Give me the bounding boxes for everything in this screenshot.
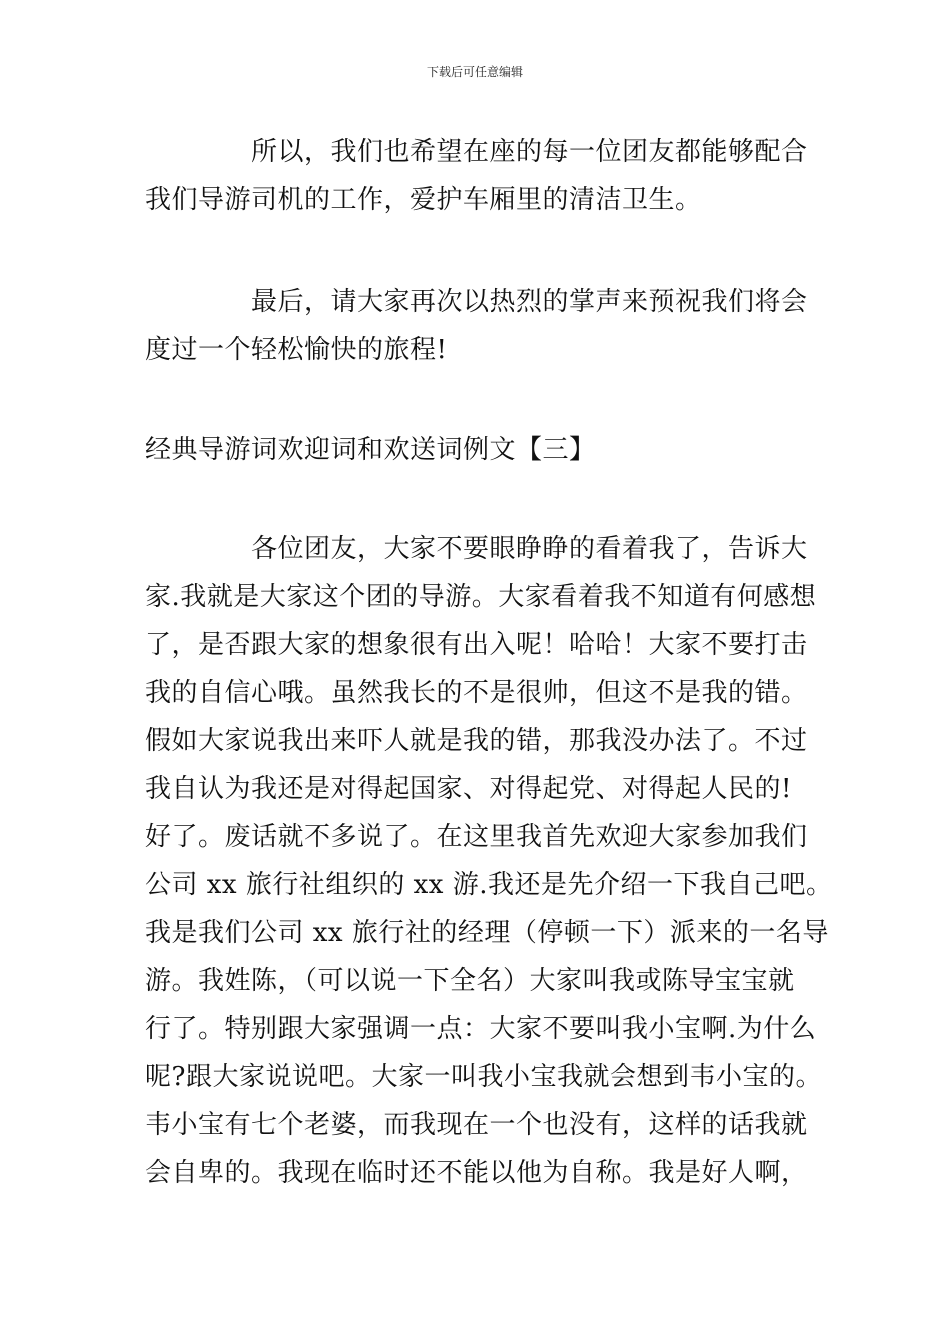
paragraph-line: 度过一个轻松愉快的旅程! bbox=[145, 335, 448, 365]
paragraph-line: 家.我就是大家这个团的导游。大家看着我不知道有何感想 bbox=[145, 582, 817, 612]
paragraph-line: 韦小宝有七个老婆，而我现在一个也没有，这样的话我就 bbox=[145, 1110, 808, 1140]
paragraph-line: 公司 xx 旅行社组织的 xx 游.我还是先介绍一下我自己吧。 bbox=[145, 870, 833, 900]
page-header: 下载后可任意编辑 bbox=[426, 65, 523, 79]
paragraph-line: 假如大家说我出来吓人就是我的错，那我没办法了。不过 bbox=[145, 726, 808, 756]
paragraph-line: 游。我姓陈，（可以说一下全名）大家叫我或陈导宝宝就 bbox=[145, 966, 795, 996]
paragraph-line: 各位团友，大家不要眼睁睁的看着我了，告诉大 bbox=[251, 534, 808, 564]
paragraph-line: 了，是否跟大家的想象很有出入呢！哈哈！大家不要打击 bbox=[145, 630, 808, 660]
paragraph-line: 好了。废话就不多说了。在这里我首先欢迎大家参加我们 bbox=[145, 822, 808, 852]
paragraph-line: 我们导游司机的工作，爱护车厢里的清洁卫生。 bbox=[145, 185, 702, 215]
paragraph-welcome bbox=[145, 525, 833, 1197]
paragraph-line: 呢?跟大家说说吧。大家一叫我小宝我就会想到韦小宝的。 bbox=[145, 1062, 822, 1092]
paragraph-line: 所以，我们也希望在座的每一位团友都能够配合 bbox=[251, 137, 808, 167]
paragraph-line: 我的自信心哦。虽然我长的不是很帅，但这不是我的错。 bbox=[145, 678, 808, 708]
paragraph-line: 会自卑的。我现在临时还不能以他为自称。我是好人啊， bbox=[145, 1158, 808, 1188]
paragraph-closing bbox=[145, 278, 810, 374]
paragraph-line: 行了。特别跟大家强调一点：大家不要叫我小宝啊.为什么 bbox=[145, 1014, 817, 1044]
section-heading: 经典导游词欢迎词和欢送词例文【三】 bbox=[145, 435, 596, 465]
paragraph-line: 我自认为我还是对得起国家、对得起党、对得起人民的! bbox=[145, 774, 792, 804]
paragraph-cooperation bbox=[145, 128, 810, 224]
paragraph-line: 最后，请大家再次以热烈的掌声来预祝我们将会 bbox=[251, 287, 808, 317]
paragraph-line: 我是我们公司 xx 旅行社的经理（停顿一下）派来的一名导 bbox=[145, 918, 829, 948]
